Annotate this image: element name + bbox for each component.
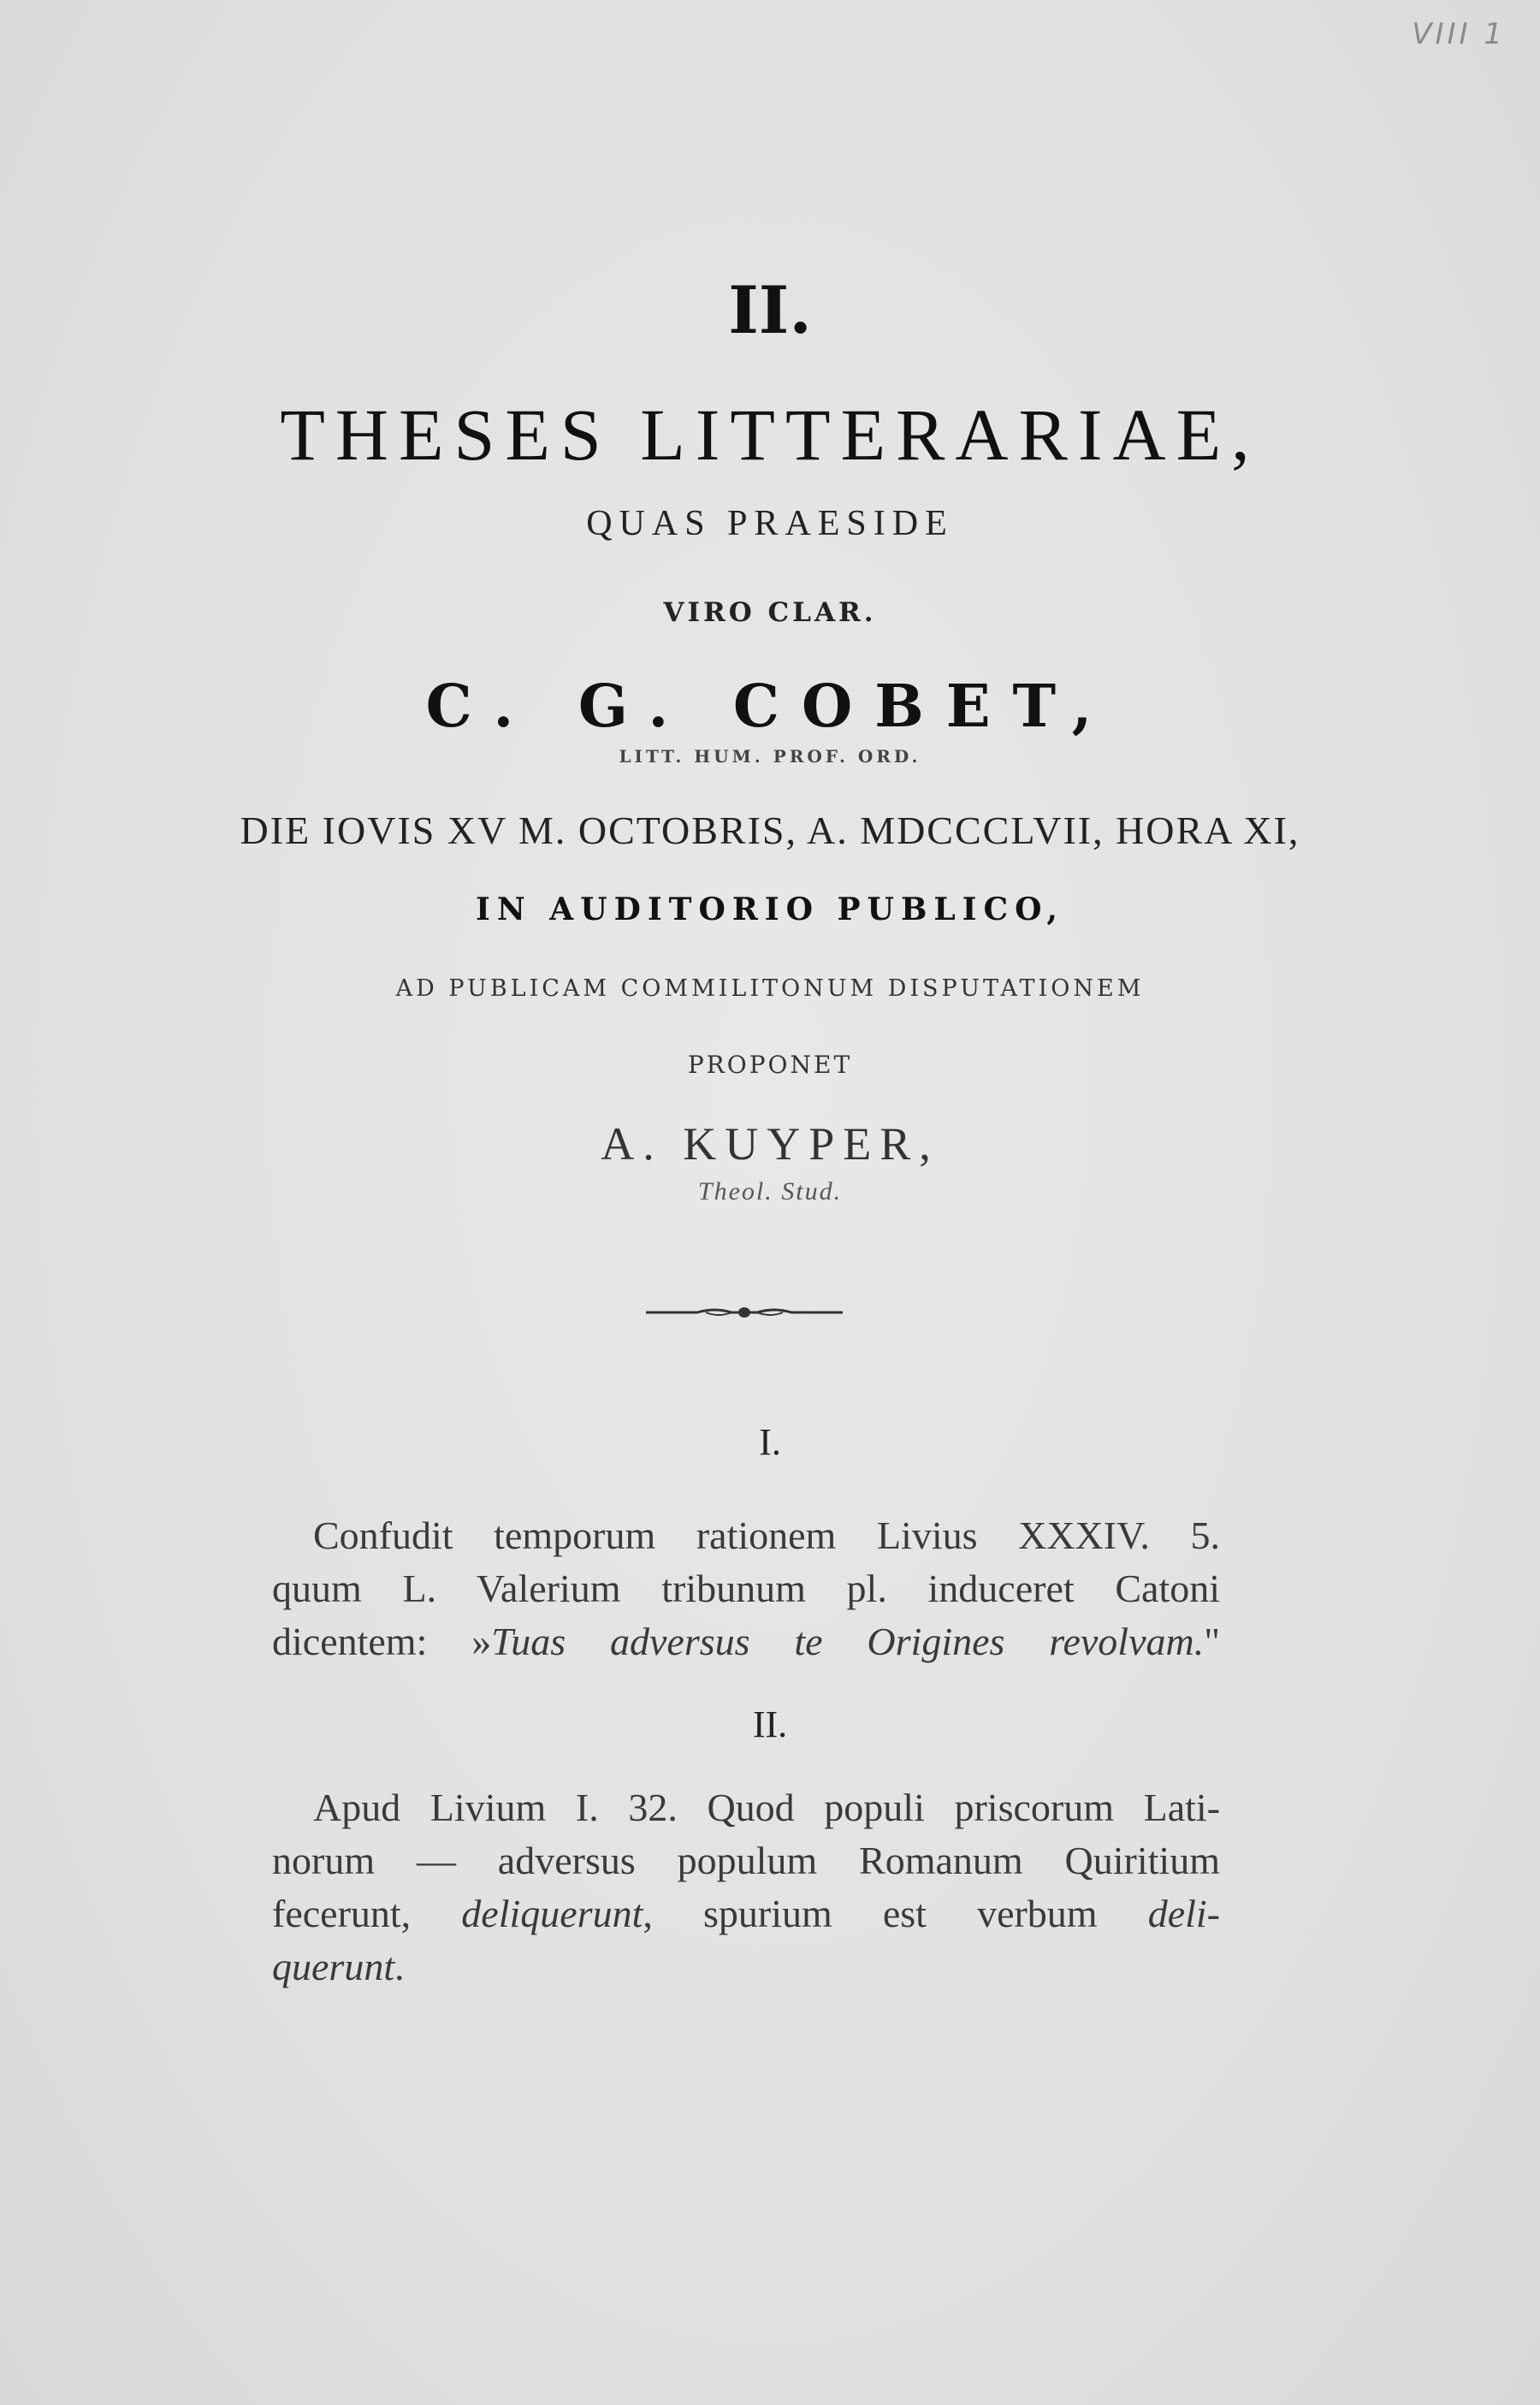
pencil-annotation: VIII 1 [1412, 17, 1506, 51]
viro-line: VIRO CLAR. [663, 597, 877, 628]
thesis-number: I. [759, 1421, 781, 1463]
thesis-number: II. [752, 1703, 788, 1745]
ornament-divider [646, 1302, 843, 1323]
proponet-line: PROPONET [687, 1051, 853, 1079]
thesis-line: norum — adversus populum Romanum Quiritium [272, 1839, 1220, 1882]
line-suffix: . [394, 1945, 405, 1988]
document-title: THESES LITTERARIAE, [280, 394, 1260, 476]
thesis-line [272, 1615, 1220, 1668]
thesis-line [272, 1940, 1220, 1993]
thesis-paragraph-2 [272, 1781, 1220, 1993]
praeses-title: LITT. HUM. PROF. ORD. [619, 746, 921, 767]
thesis-line [272, 1887, 1220, 1940]
line-suffix: " [1204, 1620, 1220, 1663]
disputation-line: AD PUBLICAM COMMILITONUM DISPUTATIONEM [395, 975, 1145, 1002]
italic-word: deli- [1147, 1892, 1220, 1935]
praeside-line: QUAS PRAESIDE [586, 504, 954, 543]
place-line: IN AUDITORIO PUBLICO, [476, 892, 1064, 927]
thesis-line: quum L. Valerium tribunum pl. induceret Catoni [272, 1567, 1220, 1610]
thesis-line: Confudit temporum rationem Livius XXXIV. 5. [313, 1513, 1220, 1557]
author-role: Theol. Stud. [697, 1177, 843, 1205]
line-prefix: fecerunt, [272, 1892, 462, 1935]
quoted-text: Tuas adversus te Origines revolvam. [491, 1620, 1205, 1663]
thesis-paragraph-1 [272, 1509, 1220, 1668]
line-prefix: dicentem: » [272, 1620, 492, 1663]
italic-word: deliquerunt [461, 1892, 643, 1935]
section-numeral: II. [728, 272, 812, 348]
praeses-name: C. G. COBET, [425, 672, 1115, 741]
italic-word: querunt [272, 1945, 395, 1988]
line-mid: , spurium est verbum [643, 1892, 1148, 1935]
thesis-line: Apud Livium I. 32. Quod populi priscorum Lati- [313, 1786, 1220, 1829]
author-name: A. KUYPER, [601, 1118, 939, 1170]
date-line: DIE IOVIS XV M. OCTOBRIS, A. MDCCCLVII, HORA XI, [240, 809, 1300, 852]
